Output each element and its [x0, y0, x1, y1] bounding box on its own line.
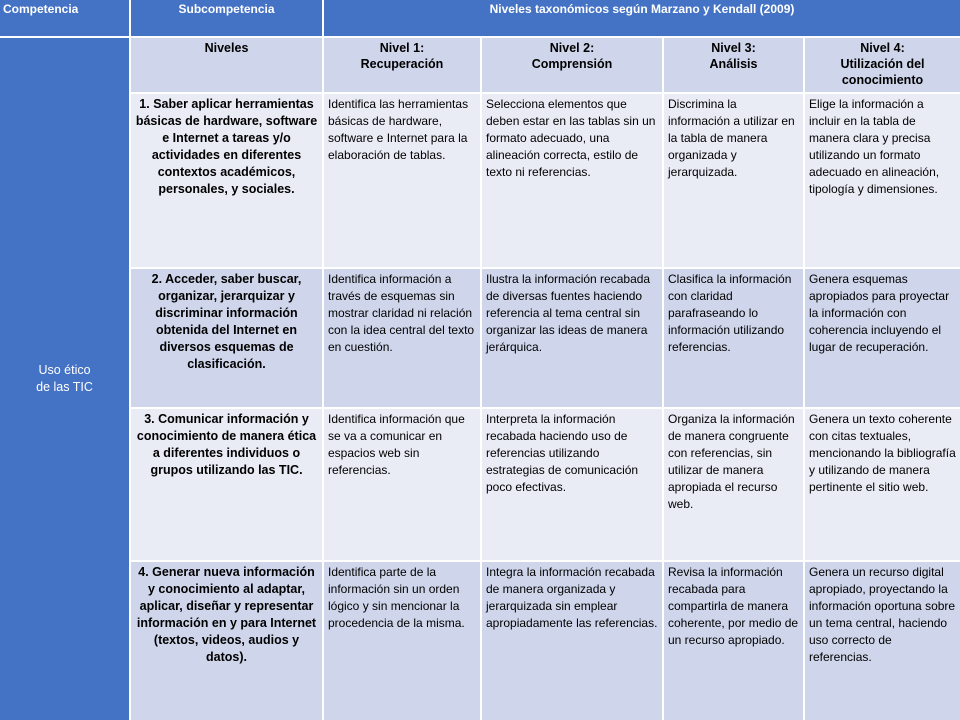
row-4-nivel-1: Identifica parte de la información sin un orden lógico y sin mencionar la procedencia de la misma.	[324, 562, 480, 720]
row-3-nivel-1: Identifica información que se va a comunicar en espacios web sin referencias.	[324, 409, 480, 560]
level-4-header: Nivel 4: Utilización del conocimiento	[805, 38, 960, 92]
row-1-nivel-2: Selecciona elementos que deben estar en las tablas sin un formato adecuado, una alineación correcta, estilo de texto ni referencias.	[482, 94, 662, 267]
row-2-nivel-3: Clasifica la información con claridad parafraseando lo información utilizando referencias.	[664, 269, 803, 407]
row-3-nivel-2: Interpreta la información recabada haciendo uso de referencias utilizando estrategias de comunicación poco efectivas.	[482, 409, 662, 560]
row-1-nivel-4: Elige la información a incluir en la tabla de manera clara y precisa utilizando un formato adecuado en alineación, tipología y dimensiones.	[805, 94, 960, 267]
row-2-nivel-4: Genera esquemas apropiados para proyectar la información con coherencia incluyendo el lugar de recuperación.	[805, 269, 960, 407]
row-4-nivel-4: Genera un recurso digital apropiado, proyectando la información oportuna sobre un tema central, haciendo uso correcto de referencias.	[805, 562, 960, 720]
competencia-text: Uso ético de las TIC	[36, 363, 93, 394]
level-2-header: Nivel 2: Comprensión	[482, 38, 662, 92]
row-2-nivel-2: Ilustra la información recabada de diversas fuentes haciendo referencia al tema central sin organizar las ideas de manera jerárquica.	[482, 269, 662, 407]
row-4-nivel-3: Revisa la información recabada para compartirla de manera coherente, por medio de un recurso apropiado.	[664, 562, 803, 720]
header-subcompetencia: Subcompetencia	[131, 0, 322, 36]
row-4-nivel-2: Integra la información recabada de manera organizada y jerarquizada sin emplear apropiadamente las referencias.	[482, 562, 662, 720]
row-1-nivel-1: Identifica las herramientas básicas de hardware, software e Internet para la elaboración de tablas.	[324, 94, 480, 267]
row-1-nivel-3: Discrimina la información a utilizar en la tabla de manera organizada y jerarquizada.	[664, 94, 803, 267]
subcompetencia-3: 3. Comunicar información y conocimiento de manera ética a diferentes individuos o grupos utilizando las TIC.	[131, 409, 322, 560]
row-3-nivel-3: Organiza la información de manera congruente con referencias, sin utilizar de manera apropiada el recurso web.	[664, 409, 803, 560]
header-niveles-taxonomicos: Niveles taxonómicos según Marzano y Kendall (2009)	[324, 0, 960, 36]
row-2-nivel-1: Identifica información a través de esquemas sin mostrar claridad ni relación con la idea central del texto en cuestión.	[324, 269, 480, 407]
level-3-header: Nivel 3: Análisis	[664, 38, 803, 92]
competencia-value	[0, 38, 129, 720]
row-3-nivel-4: Genera un texto coherente con citas textuales, mencionando la bibliografía y utilizando de manera pertinente el sitio web.	[805, 409, 960, 560]
header-competencia: Competencia	[0, 0, 129, 36]
subcompetencia-2: 2. Acceder, saber buscar, organizar, jerarquizar y discriminar información obtenida del Internet en diversos esquemas de clasificación.	[131, 269, 322, 407]
subcompetencia-4: 4. Generar nueva información y conocimiento al adaptar, aplicar, diseñar y representar información en y para Internet (textos, videos, audios y datos).	[131, 562, 322, 720]
level-1-header: Nivel 1: Recuperación	[324, 38, 480, 92]
subcompetencia-1: 1. Saber aplicar herramientas básicas de hardware, software e Internet a tareas y/o actividades en diferentes contextos académicos, personales, y sociales.	[131, 94, 322, 267]
levels-label: Niveles	[131, 38, 322, 92]
